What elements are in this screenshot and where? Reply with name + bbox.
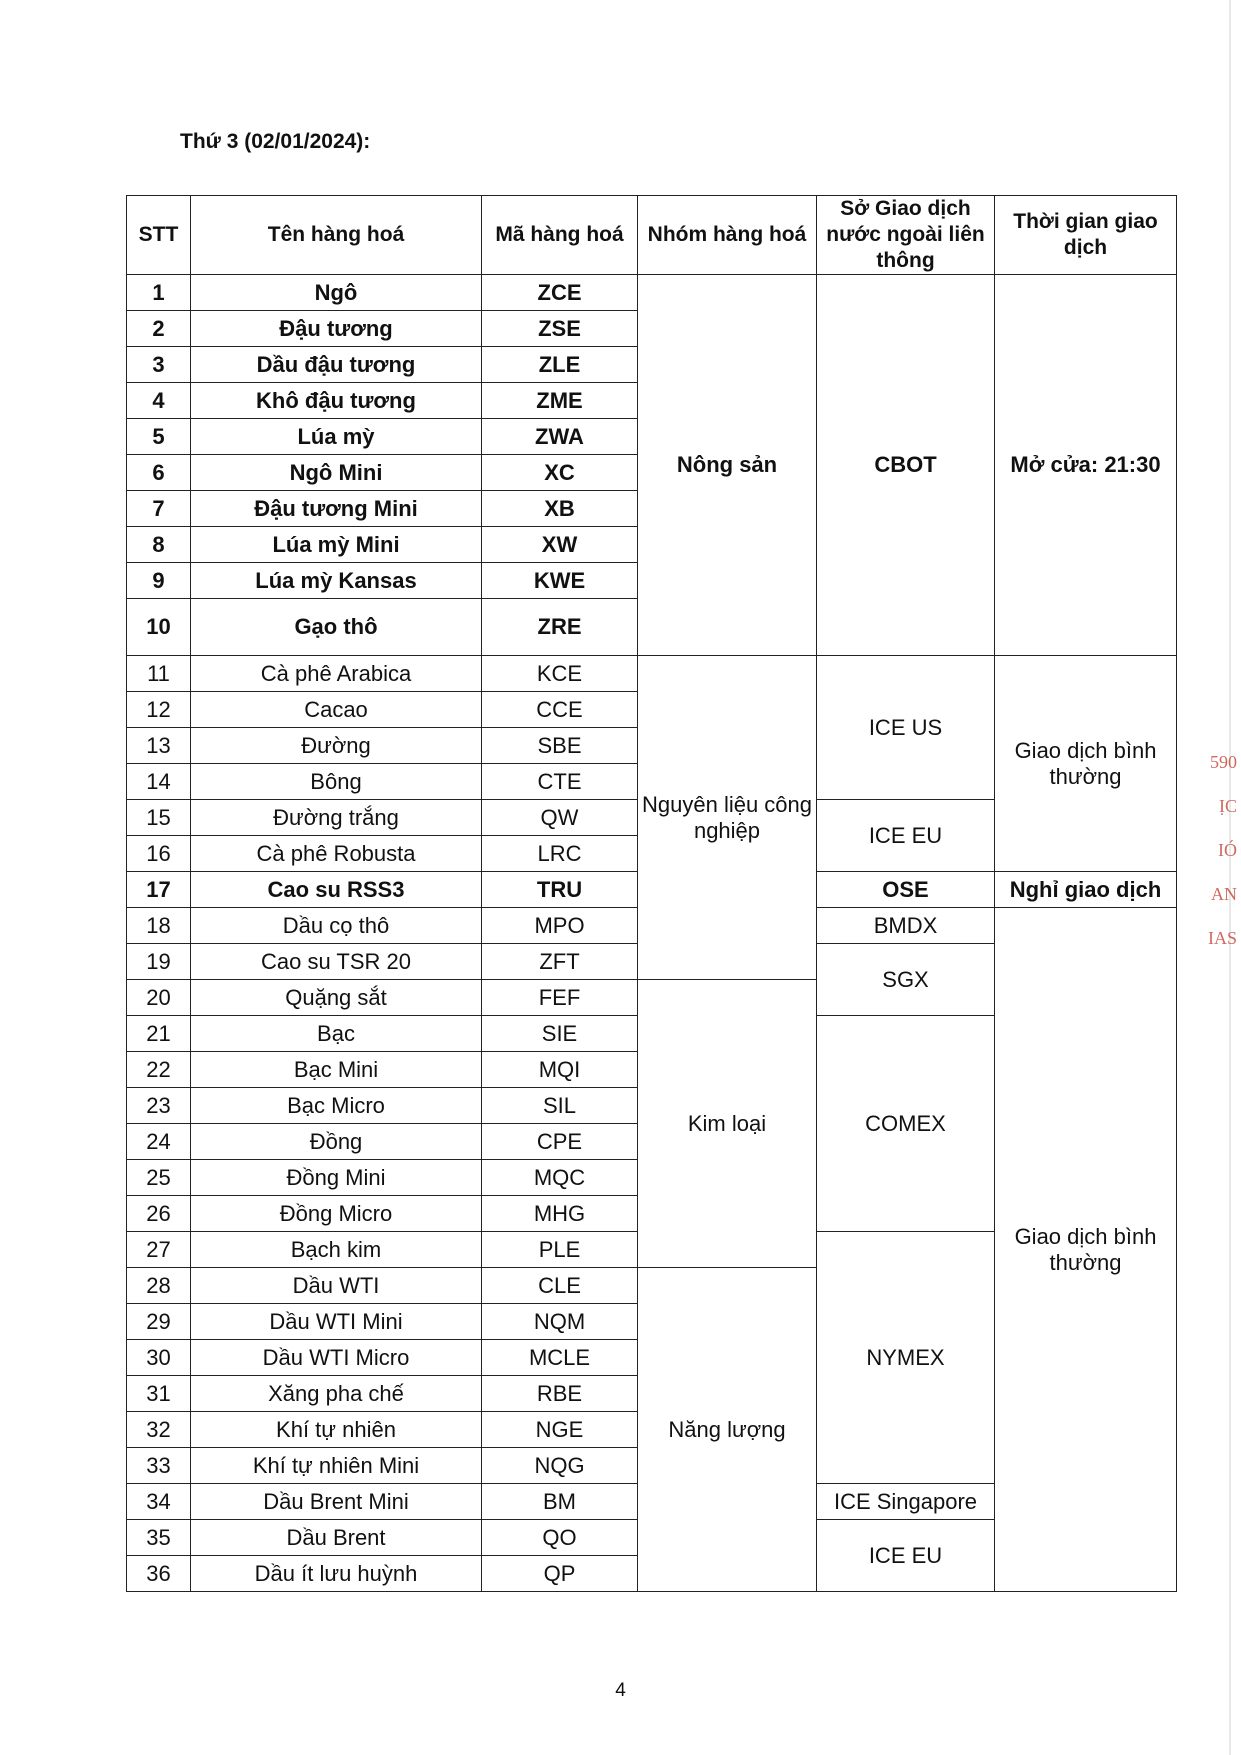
cell-name: Cacao bbox=[191, 692, 482, 728]
cell-stt: 12 bbox=[127, 692, 191, 728]
cell-code: CCE bbox=[482, 692, 638, 728]
cell-code: ZCE bbox=[482, 275, 638, 311]
cell-name: Đậu tương bbox=[191, 311, 482, 347]
cell-code: QW bbox=[482, 800, 638, 836]
cell-stt: 20 bbox=[127, 980, 191, 1016]
cell-name: Dầu Brent bbox=[191, 1520, 482, 1556]
cell-name: Dầu đậu tương bbox=[191, 347, 482, 383]
cell-name: Bạc bbox=[191, 1016, 482, 1052]
cell-group: Nông sản bbox=[638, 275, 817, 656]
page-number: 4 bbox=[615, 1680, 626, 1701]
cell-name: Quặng sắt bbox=[191, 980, 482, 1016]
cell-code: BM bbox=[482, 1484, 638, 1520]
cell-code: MHG bbox=[482, 1196, 638, 1232]
table-row bbox=[127, 275, 1177, 311]
cell-stt: 8 bbox=[127, 527, 191, 563]
table-row bbox=[127, 656, 1177, 692]
cell-stt: 6 bbox=[127, 455, 191, 491]
cell-code: CLE bbox=[482, 1268, 638, 1304]
cell-group: Kim loại bbox=[638, 980, 817, 1268]
cell-stt: 30 bbox=[127, 1340, 191, 1376]
cell-name: Lúa mỳ bbox=[191, 419, 482, 455]
cell-name: Khí tự nhiên bbox=[191, 1412, 482, 1448]
cell-name: Dầu cọ thô bbox=[191, 908, 482, 944]
cell-name: Đường trắng bbox=[191, 800, 482, 836]
cell-code: CTE bbox=[482, 764, 638, 800]
cell-stt: 11 bbox=[127, 656, 191, 692]
cell-stt: 23 bbox=[127, 1088, 191, 1124]
cell-code: NQM bbox=[482, 1304, 638, 1340]
partial-stamp bbox=[1207, 740, 1237, 960]
cell-stt: 24 bbox=[127, 1124, 191, 1160]
cell-code: KWE bbox=[482, 563, 638, 599]
header-group: Nhóm hàng hoá bbox=[638, 196, 817, 275]
date-heading: Thứ 3 (02/01/2024): bbox=[180, 130, 371, 153]
cell-name: Bạc Mini bbox=[191, 1052, 482, 1088]
stamp-fragment: IÓ bbox=[1218, 840, 1237, 860]
cell-stt: 32 bbox=[127, 1412, 191, 1448]
cell-stt: 7 bbox=[127, 491, 191, 527]
cell-name: Dầu ít lưu huỳnh bbox=[191, 1556, 482, 1592]
cell-exchange: BMDX bbox=[817, 908, 995, 944]
cell-code: RBE bbox=[482, 1376, 638, 1412]
cell-code: ZRE bbox=[482, 599, 638, 656]
cell-name: Dầu WTI Micro bbox=[191, 1340, 482, 1376]
cell-code: MPO bbox=[482, 908, 638, 944]
cell-stt: 21 bbox=[127, 1016, 191, 1052]
cell-code: ZFT bbox=[482, 944, 638, 980]
cell-code: XB bbox=[482, 491, 638, 527]
cell-code: KCE bbox=[482, 656, 638, 692]
cell-name: Khí tự nhiên Mini bbox=[191, 1448, 482, 1484]
cell-stt: 3 bbox=[127, 347, 191, 383]
cell-stt: 14 bbox=[127, 764, 191, 800]
cell-code: CPE bbox=[482, 1124, 638, 1160]
cell-stt: 5 bbox=[127, 419, 191, 455]
header-name: Tên hàng hoá bbox=[191, 196, 482, 275]
cell-code: SIE bbox=[482, 1016, 638, 1052]
cell-stt: 13 bbox=[127, 728, 191, 764]
cell-stt: 2 bbox=[127, 311, 191, 347]
cell-code: QP bbox=[482, 1556, 638, 1592]
commodity-schedule-table bbox=[126, 195, 1177, 1592]
cell-name: Cao su TSR 20 bbox=[191, 944, 482, 980]
cell-stt: 34 bbox=[127, 1484, 191, 1520]
cell-name: Đồng Mini bbox=[191, 1160, 482, 1196]
cell-stt: 28 bbox=[127, 1268, 191, 1304]
cell-code: MQI bbox=[482, 1052, 638, 1088]
cell-name: Cà phê Robusta bbox=[191, 836, 482, 872]
cell-name: Bạc Micro bbox=[191, 1088, 482, 1124]
cell-code: MQC bbox=[482, 1160, 638, 1196]
stamp-fragment: 590 bbox=[1210, 752, 1237, 772]
cell-stt: 25 bbox=[127, 1160, 191, 1196]
cell-code: LRC bbox=[482, 836, 638, 872]
cell-exchange: SGX bbox=[817, 944, 995, 1016]
cell-code: ZWA bbox=[482, 419, 638, 455]
header-time: Thời gian giao dịch bbox=[995, 196, 1177, 275]
cell-exchange: ICE EU bbox=[817, 800, 995, 872]
cell-code: NQG bbox=[482, 1448, 638, 1484]
stamp-fragment: ỊC bbox=[1219, 796, 1237, 816]
cell-time: Nghỉ giao dịch bbox=[995, 872, 1177, 908]
cell-stt: 10 bbox=[127, 599, 191, 656]
cell-code: MCLE bbox=[482, 1340, 638, 1376]
cell-exchange: ICE EU bbox=[817, 1520, 995, 1592]
cell-name: Gạo thô bbox=[191, 599, 482, 656]
cell-code: FEF bbox=[482, 980, 638, 1016]
cell-stt: 27 bbox=[127, 1232, 191, 1268]
cell-code: ZLE bbox=[482, 347, 638, 383]
cell-code: QO bbox=[482, 1520, 638, 1556]
cell-stt: 4 bbox=[127, 383, 191, 419]
cell-exchange: COMEX bbox=[817, 1016, 995, 1232]
cell-name: Khô đậu tương bbox=[191, 383, 482, 419]
table-header-row bbox=[127, 196, 1177, 275]
header-code: Mã hàng hoá bbox=[482, 196, 638, 275]
cell-stt: 22 bbox=[127, 1052, 191, 1088]
cell-stt: 15 bbox=[127, 800, 191, 836]
cell-stt: 36 bbox=[127, 1556, 191, 1592]
cell-stt: 19 bbox=[127, 944, 191, 980]
cell-name: Xăng pha chế bbox=[191, 1376, 482, 1412]
cell-stt: 26 bbox=[127, 1196, 191, 1232]
cell-name: Ngô Mini bbox=[191, 455, 482, 491]
cell-group: Nguyên liệu công nghiệp bbox=[638, 656, 817, 980]
stamp-fragment: AN bbox=[1211, 884, 1237, 904]
cell-stt: 16 bbox=[127, 836, 191, 872]
cell-stt: 9 bbox=[127, 563, 191, 599]
cell-code: XC bbox=[482, 455, 638, 491]
header-exchange: Sở Giao dịch nước ngoài liên thông bbox=[817, 196, 995, 275]
cell-name: Bông bbox=[191, 764, 482, 800]
cell-name: Đậu tương Mini bbox=[191, 491, 482, 527]
cell-exchange: ICE Singapore bbox=[817, 1484, 995, 1520]
cell-name: Bạch kim bbox=[191, 1232, 482, 1268]
cell-code: ZME bbox=[482, 383, 638, 419]
cell-time: Mở cửa: 21:30 bbox=[995, 275, 1177, 656]
cell-name: Ngô bbox=[191, 275, 482, 311]
cell-name: Lúa mỳ Mini bbox=[191, 527, 482, 563]
cell-name: Lúa mỳ Kansas bbox=[191, 563, 482, 599]
header-stt: STT bbox=[127, 196, 191, 275]
cell-name: Đồng Micro bbox=[191, 1196, 482, 1232]
cell-stt: 35 bbox=[127, 1520, 191, 1556]
cell-code: TRU bbox=[482, 872, 638, 908]
cell-stt: 17 bbox=[127, 872, 191, 908]
cell-name: Đồng bbox=[191, 1124, 482, 1160]
cell-code: ZSE bbox=[482, 311, 638, 347]
stamp-fragment: IAS bbox=[1207, 928, 1237, 948]
cell-name: Dầu WTI Mini bbox=[191, 1304, 482, 1340]
cell-name: Dầu Brent Mini bbox=[191, 1484, 482, 1520]
cell-stt: 33 bbox=[127, 1448, 191, 1484]
cell-exchange: NYMEX bbox=[817, 1232, 995, 1484]
cell-name: Dầu WTI bbox=[191, 1268, 482, 1304]
cell-code: PLE bbox=[482, 1232, 638, 1268]
cell-code: SIL bbox=[482, 1088, 638, 1124]
cell-code: XW bbox=[482, 527, 638, 563]
cell-name: Đường bbox=[191, 728, 482, 764]
cell-stt: 18 bbox=[127, 908, 191, 944]
cell-exchange: OSE bbox=[817, 872, 995, 908]
cell-exchange: ICE US bbox=[817, 656, 995, 800]
cell-time: Giao dịch bình thường bbox=[995, 656, 1177, 872]
cell-exchange: CBOT bbox=[817, 275, 995, 656]
cell-stt: 31 bbox=[127, 1376, 191, 1412]
cell-name: Cao su RSS3 bbox=[191, 872, 482, 908]
cell-stt: 1 bbox=[127, 275, 191, 311]
cell-time: Giao dịch bình thường bbox=[995, 908, 1177, 1592]
cell-code: SBE bbox=[482, 728, 638, 764]
cell-stt: 29 bbox=[127, 1304, 191, 1340]
cell-code: NGE bbox=[482, 1412, 638, 1448]
cell-name: Cà phê Arabica bbox=[191, 656, 482, 692]
cell-group: Năng lượng bbox=[638, 1268, 817, 1592]
